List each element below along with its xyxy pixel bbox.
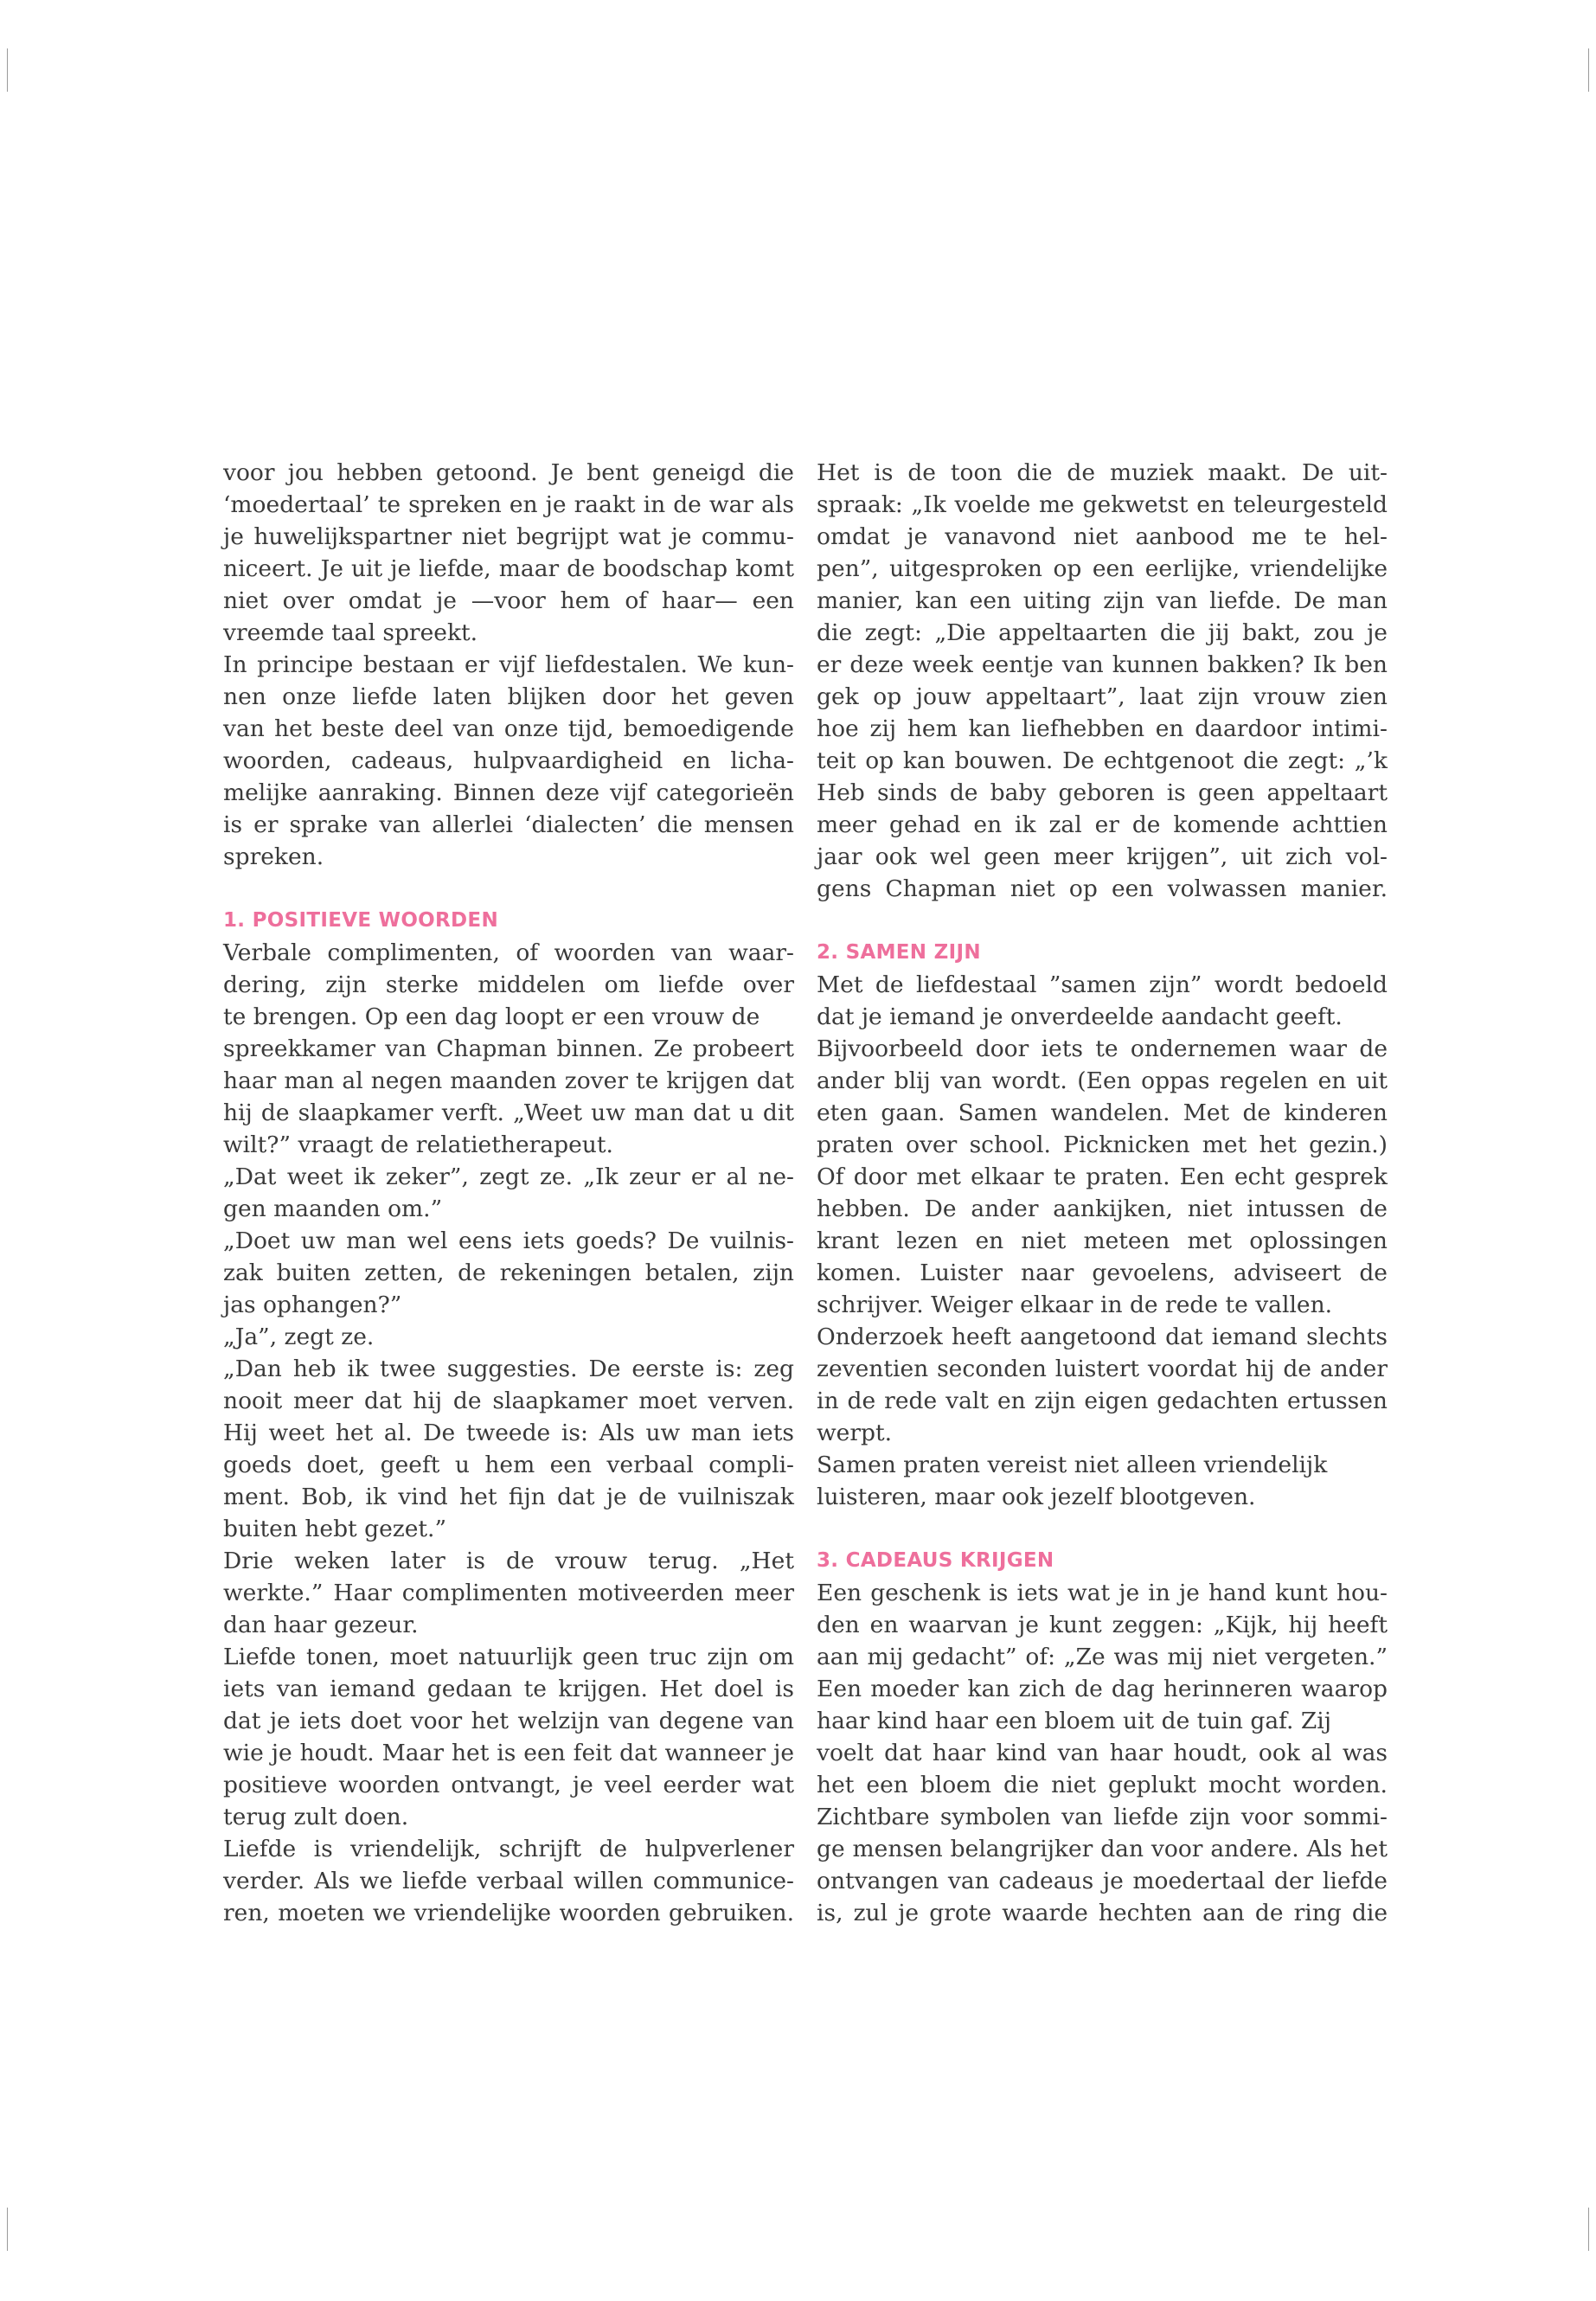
- text-line: Een geschenk is iets wat je in je hand kunt hou-: [817, 1580, 1388, 1606]
- text-line: komen. Luister naar gevoelens, adviseert de: [817, 1259, 1388, 1286]
- text-line: Bijvoorbeeld door iets te ondernemen waar de: [817, 1035, 1388, 1062]
- text-line: je huwelijkspartner niet begrijpt wat je commu-: [223, 523, 794, 550]
- crop-mark-top-right: [1588, 48, 1589, 92]
- text-line: spreken.: [223, 843, 324, 870]
- crop-mark-top-left: [7, 48, 8, 92]
- section-positive-words: [223, 937, 794, 1929]
- text-line: haar kind haar een bloem uit de tuin gaf. Zij: [817, 1708, 1331, 1734]
- text-line: nooit meer dat hij de slaapkamer moet verven.: [223, 1388, 794, 1414]
- text-line: jas ophangen?”: [223, 1292, 402, 1318]
- section-being-together: [817, 969, 1388, 1513]
- text-line: Heb sinds de baby geboren is geen appeltaart: [817, 779, 1388, 806]
- text-line: pen”, uitgesproken op een eerlijke, vriendelijke: [817, 555, 1388, 582]
- text-line: Zichtbare symbolen van liefde zijn voor sommi-: [817, 1804, 1388, 1830]
- heading-receiving-gifts: 3. CADEAUS KRIJGEN: [817, 1549, 1054, 1572]
- text-line: terug zult doen.: [223, 1804, 409, 1830]
- text-line: werpt.: [817, 1420, 893, 1446]
- text-line: buiten hebt gezet.”: [223, 1516, 447, 1542]
- text-line: zak buiten zetten, de rekeningen betalen, zijn: [223, 1259, 794, 1286]
- text-line: gen maanden om.”: [223, 1195, 443, 1222]
- text-line: krant lezen en niet meteen met oplossingen: [817, 1227, 1388, 1254]
- text-line: zeventien seconden luistert voordat hij de ander: [817, 1356, 1388, 1382]
- text-line: te brengen. Op een dag loopt er een vrouw de: [223, 1003, 760, 1030]
- text-line: van het beste deel van onze tijd, bemoedigende: [223, 715, 794, 742]
- paragraph-gap: [817, 905, 1388, 937]
- text-line: Verbale complimenten, of woorden van waar-: [223, 939, 794, 966]
- text-line: „Dan heb ik twee suggesties. De eerste is: zeg: [223, 1356, 794, 1382]
- paragraph-intro: [223, 457, 794, 649]
- text-line: wie je houdt. Maar het is een feit dat wanneer je: [223, 1740, 794, 1766]
- text-line: ment. Bob, ik vind het fijn dat je de vuilniszak: [223, 1484, 794, 1510]
- text-line: Liefde tonen, moet natuurlijk geen truc zijn om: [223, 1644, 794, 1670]
- text-line: Of door met elkaar te praten. Een echt gesprek: [817, 1163, 1388, 1190]
- text-line: „Dat weet ik zeker”, zegt ze. „Ik zeur er al ne-: [223, 1163, 794, 1190]
- text-line: iets van iemand gedaan te krijgen. Het doel is: [223, 1676, 794, 1702]
- text-line: gek op jouw appeltaart”, laat zijn vrouw zien: [817, 683, 1388, 710]
- paragraph-tone: [817, 457, 1388, 905]
- text-line: „Ja”, zegt ze.: [223, 1324, 375, 1350]
- text-line: voor jou hebben getoond. Je bent geneigd die: [223, 459, 794, 486]
- text-line: In principe bestaan er vijf liefdestalen. We kun-: [223, 651, 794, 678]
- text-line: gens Chapman niet op een volwassen manier.: [817, 875, 1388, 902]
- text-line: praten over school. Picknicken met het gezin.): [817, 1131, 1388, 1158]
- text-line: niet over omdat je —voor hem of haar— een: [223, 587, 794, 614]
- text-line: Het is de toon die de muziek maakt. De uit-: [817, 459, 1388, 486]
- text-line: den en waarvan je kunt zeggen: „Kijk, hij heeft: [817, 1612, 1388, 1638]
- text-line: ge mensen belangrijker dan voor andere. Als het: [817, 1836, 1388, 1862]
- text-line: wilt?” vraagt de relatietherapeut.: [223, 1131, 613, 1158]
- right-column: [817, 457, 1388, 1929]
- text-line: ontvangen van cadeaus je moedertaal der liefde: [817, 1868, 1388, 1894]
- left-column: [223, 457, 794, 1929]
- text-line: werkte.” Haar complimenten motiveerden meer: [223, 1580, 794, 1606]
- text-line: dat je iets doet voor het welzijn van degene van: [223, 1708, 794, 1734]
- heading-positive-words: 1. POSITIEVE WOORDEN: [223, 909, 498, 932]
- text-line: verder. Als we liefde verbaal willen communice-: [223, 1868, 794, 1894]
- text-line: ren, moeten we vriendelijke woorden gebruiken.: [223, 1900, 794, 1926]
- text-line: eten gaan. Samen wandelen. Met de kinderen: [817, 1099, 1388, 1126]
- text-line: die zegt: „Die appeltaarten die jij bakt, zou je: [817, 619, 1388, 646]
- text-line: jaar ook wel geen meer krijgen”, uit zich vol-: [817, 843, 1388, 870]
- text-line: is, zul je grote waarde hechten aan de ring die: [817, 1900, 1388, 1926]
- text-line: Een moeder kan zich de dag herinneren waarop: [817, 1676, 1388, 1702]
- crop-mark-bottom-right: [1588, 2208, 1589, 2251]
- text-line: hebben. De ander aankijken, niet intussen de: [817, 1195, 1388, 1222]
- text-line: ‘moedertaal’ te spreken en je raakt in de war als: [223, 491, 794, 518]
- text-line: woorden, cadeaus, hulpvaardigheid en licha-: [223, 747, 794, 774]
- text-line: Met de liefdestaal ”samen zijn” wordt bedoeld: [817, 971, 1388, 998]
- text-line: spreekkamer van Chapman binnen. Ze probeert: [223, 1035, 794, 1062]
- text-line: haar man al negen maanden zover te krijgen dat: [223, 1067, 794, 1094]
- text-line: dan haar gezeur.: [223, 1612, 419, 1638]
- text-line: Onderzoek heeft aangetoond dat iemand slechts: [817, 1324, 1388, 1350]
- text-line: dat je iemand je onverdeelde aandacht geeft.: [817, 1003, 1343, 1030]
- text-line: Samen praten vereist niet alleen vriendelijk: [817, 1452, 1328, 1478]
- paragraph-five-languages: [223, 649, 794, 873]
- text-line: ander blij van wordt. (Een oppas regelen en uit: [817, 1067, 1388, 1094]
- text-line: positieve woorden ontvangt, je veel eerder wat: [223, 1772, 794, 1798]
- text-line: schrijver. Weiger elkaar in de rede te vallen.: [817, 1292, 1333, 1318]
- crop-mark-bottom-left: [7, 2208, 8, 2251]
- text-line: niceert. Je uit je liefde, maar de boodschap komt: [223, 555, 794, 582]
- heading-being-together: 2. SAMEN ZIJN: [817, 941, 981, 964]
- text-line: luisteren, maar ook jezelf blootgeven.: [817, 1484, 1256, 1510]
- text-line: hij de slaapkamer verft. „Weet uw man dat u dit: [223, 1099, 794, 1126]
- text-line: het een bloem die niet geplukt mocht worden.: [817, 1772, 1388, 1798]
- text-line: er deze week eentje van kunnen bakken? Ik ben: [817, 651, 1388, 678]
- text-line: vreemde taal spreekt.: [223, 619, 478, 646]
- text-line: manier, kan een uiting zijn van liefde. De man: [817, 587, 1388, 614]
- text-line: hoe zij hem kan liefhebben en daardoor intimi-: [817, 715, 1388, 742]
- paragraph-gap: [223, 873, 794, 905]
- section-receiving-gifts: [817, 1577, 1388, 1929]
- text-line: Liefde is vriendelijk, schrijft de hulpverlener: [223, 1836, 794, 1862]
- text-line: meer gehad en ik zal er de komende achttien: [817, 811, 1388, 838]
- text-line: dering, zijn sterke middelen om liefde over: [223, 971, 794, 998]
- text-line: melijke aanraking. Binnen deze vijf categorieën: [223, 779, 794, 806]
- paragraph-gap: [817, 1513, 1388, 1545]
- text-line: nen onze liefde laten blijken door het geven: [223, 683, 794, 710]
- text-line: is er sprake van allerlei ‘dialecten’ die mensen: [223, 811, 794, 838]
- text-line: in de rede valt en zijn eigen gedachten ertussen: [817, 1388, 1388, 1414]
- text-line: omdat je vanavond niet aanbood me te hel-: [817, 523, 1388, 550]
- text-line: voelt dat haar kind van haar houdt, ook al was: [817, 1740, 1388, 1766]
- text-line: spraak: „Ik voelde me gekwetst en teleurgesteld: [817, 491, 1388, 518]
- text-line: Drie weken later is de vrouw terug. „Het: [223, 1548, 794, 1574]
- text-line: teit op kan bouwen. De echtgenoot die zegt: „’k: [817, 747, 1388, 774]
- text-line: „Doet uw man wel eens iets goeds? De vuilnis-: [223, 1227, 794, 1254]
- text-line: Hij weet het al. De tweede is: Als uw man iets: [223, 1420, 794, 1446]
- text-line: goeds doet, geeft u hem een verbaal compli-: [223, 1452, 794, 1478]
- text-line: aan mij gedacht” of: „Ze was mij niet vergeten.”: [817, 1644, 1388, 1670]
